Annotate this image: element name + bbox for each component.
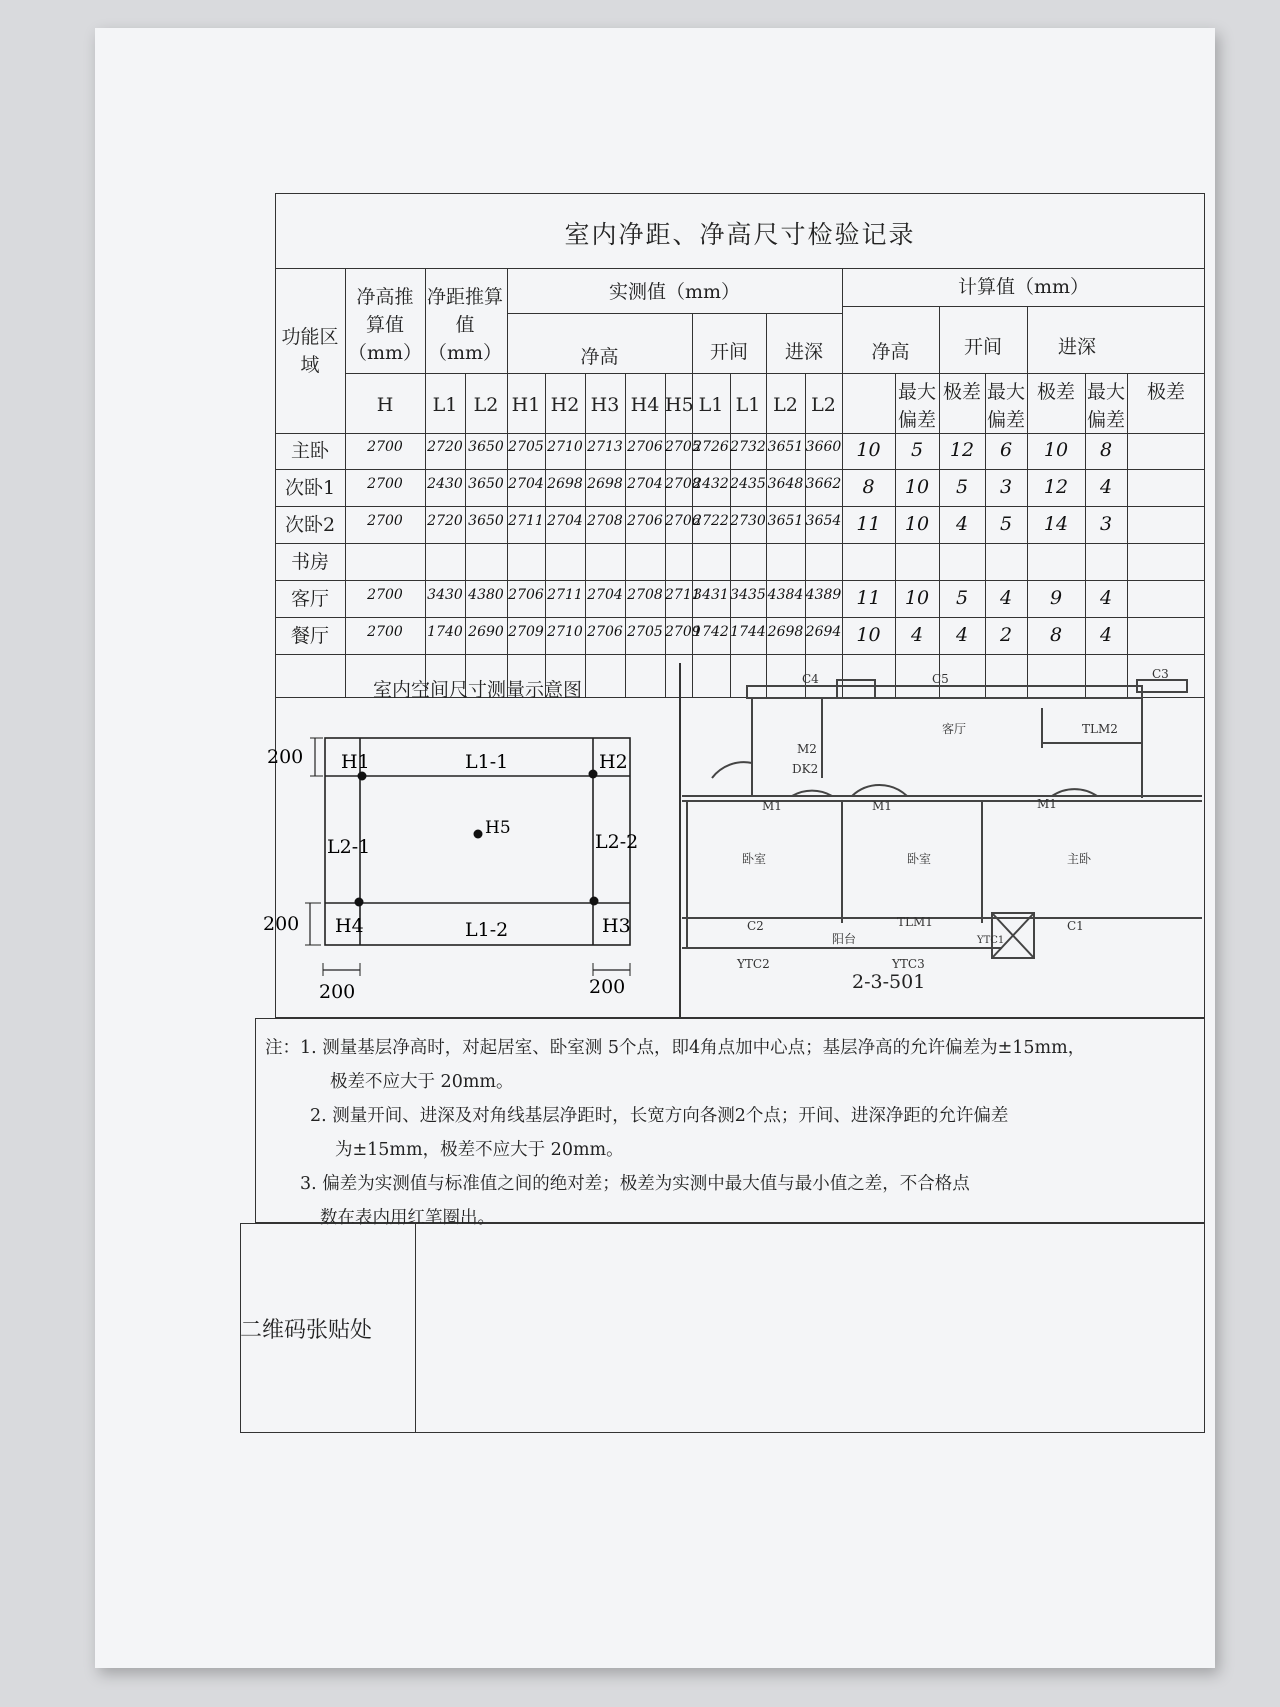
table-cell: 2704 [508, 476, 544, 492]
table-cell: 4 [910, 624, 924, 646]
table-cell: 3662 [805, 476, 842, 492]
computed-column-header: 极差 [1036, 381, 1075, 403]
table-cell: 2708 [587, 513, 623, 529]
dim-bottom: 200 [319, 981, 356, 1003]
table-cell: 2706 [587, 624, 623, 640]
plan-bedroom-2: 卧室 [907, 852, 932, 866]
plan-living: 客厅 [942, 722, 967, 736]
table-cell: 2698 [587, 476, 623, 492]
table-cell: 2 [999, 624, 1013, 646]
table-cell: 10 [904, 587, 930, 609]
table-cell: 4384 [767, 587, 804, 603]
dim-left: 200 [263, 913, 300, 935]
table-cell: 1744 [730, 624, 766, 640]
table-cell: 2710 [547, 624, 583, 640]
table-cell: 2706 [627, 513, 663, 529]
column-header: L1 [735, 394, 761, 416]
table-cell: 4 [1099, 476, 1113, 498]
computed-column-header: 极差 [942, 381, 981, 403]
table-cell: 2713 [587, 439, 623, 455]
table-cell: 2698 [547, 476, 583, 492]
table-cell: 2432 [693, 476, 729, 492]
table-cell: 2430 [427, 476, 463, 492]
header-area: 功能区域 [281, 326, 339, 376]
table-cell: 3651 [767, 439, 804, 455]
column-header: H [376, 394, 394, 416]
label-h3: H3 [602, 915, 631, 937]
row-area-label: 书房 [290, 551, 329, 573]
table-cell: 4 [1099, 587, 1113, 609]
header-net-height-calc: 净高推算值（mm） [348, 286, 423, 364]
computed-column-header: 最大偏差 [1086, 381, 1125, 431]
note-3a: 3. 偏差为实测值与标准值之间的绝对差；极差为实测中最大值与最小值之差，不合格点 [300, 1174, 970, 1194]
table-cell: 5 [999, 513, 1013, 535]
form-title: 室内净距、净高尺寸检验记录 [564, 220, 916, 249]
plan-code: 2-3-501 [852, 971, 926, 993]
table-cell: 2708 [627, 587, 663, 603]
row-area-label: 次卧2 [284, 514, 336, 536]
header-net-height: 净高 [580, 346, 619, 368]
column-header: L1 [698, 394, 724, 416]
plan-c4: C4 [802, 672, 819, 686]
column-header: H2 [550, 394, 580, 416]
header-computed: 计算值（mm） [957, 276, 1090, 298]
table-cell: 1742 [693, 624, 729, 640]
table-cell: 2698 [767, 624, 804, 640]
floor-plan [682, 667, 1202, 993]
table-cell: 8 [1099, 439, 1113, 461]
note-2b: 为±15mm，极差不应大于 20mm。 [335, 1140, 624, 1160]
table-cell: 10 [856, 624, 881, 646]
table-cell: 5 [910, 439, 924, 461]
note-2a: 2. 测量开间、进深及对角线基层净距时，长宽方向各测2个点；开间、进深净距的允许偏差 [310, 1106, 1009, 1126]
table-cell: 5 [955, 476, 969, 498]
plan-m1-c: M1 [1037, 797, 1057, 811]
plan-c1: C1 [1067, 919, 1084, 933]
column-header: L1 [432, 394, 458, 416]
table-cell: 2700 [367, 439, 403, 455]
plan-ytc3: YTC3 [892, 957, 925, 971]
table-cell: 2704 [547, 513, 583, 529]
diagram-title: 室内空间尺寸测量示意图 [372, 679, 582, 701]
header-computed-bay: 开间 [963, 336, 1002, 358]
table-cell: 2700 [367, 587, 403, 603]
table-cell: 4380 [468, 587, 504, 603]
column-header: H3 [590, 394, 620, 416]
table-cell: 10 [856, 439, 881, 461]
row-area-label: 次卧1 [284, 477, 336, 499]
table-cell: 2700 [367, 476, 403, 492]
table-cell: 10 [904, 513, 930, 535]
table-cell: 3435 [730, 587, 766, 603]
table-cell: 2711 [547, 587, 583, 603]
row-area-label: 客厅 [290, 588, 329, 610]
plan-master: 主卧 [1067, 852, 1092, 866]
column-header: H5 [665, 394, 694, 416]
table-cell: 3650 [468, 439, 504, 455]
header-measured: 实测值（mm） [608, 281, 741, 303]
table-cell: 2435 [730, 476, 766, 492]
plan-tlm1: TLM1 [897, 915, 933, 929]
label-h1: H1 [341, 751, 370, 773]
header-net-span-calc: 净距推算值（mm） [426, 286, 503, 364]
column-header: H1 [511, 394, 541, 416]
table-cell: 2722 [693, 513, 729, 529]
note-3b: 数在表内用红笔圈出。 [320, 1208, 495, 1228]
table-cell: 3650 [468, 513, 504, 529]
measurement-diagram [255, 708, 685, 1008]
row-area-label: 主卧 [290, 440, 329, 462]
label-l1-2: L1-2 [465, 919, 509, 941]
label-l2-2: L2-2 [595, 831, 639, 853]
plan-m2: M2 [797, 742, 817, 756]
table-cell: 3650 [468, 476, 504, 492]
table-cell: 2705 [665, 439, 701, 455]
table-cell: 2711 [508, 513, 544, 529]
label-l2-1: L2-1 [327, 836, 371, 858]
dim-top: 200 [267, 746, 304, 768]
table-cell: 1740 [427, 624, 463, 640]
table-cell: 3 [999, 476, 1013, 498]
table-cell: 3431 [693, 587, 729, 603]
table-cell: 8 [862, 476, 875, 498]
table-cell: 14 [1043, 513, 1069, 535]
plan-balcony: 阳台 [832, 932, 857, 946]
dim-right: 200 [589, 976, 626, 998]
table-cell: 4 [955, 624, 969, 646]
table-cell: 6 [999, 439, 1013, 461]
table-cell: 2700 [367, 513, 403, 529]
row-area-label: 餐厅 [290, 625, 329, 647]
table-cell: 10 [904, 476, 930, 498]
plan-c5: C5 [932, 672, 949, 686]
table-cell: 3648 [767, 476, 804, 492]
table-cell: 2709 [665, 624, 701, 640]
inspection-form [240, 193, 1205, 1533]
paper-sheet [95, 28, 1215, 1668]
header-depth: 进深 [784, 341, 823, 363]
plan-dk2: DK2 [792, 762, 819, 776]
table-cell: 2732 [730, 439, 766, 455]
table-cell: 4 [1099, 624, 1113, 646]
computed-column-header: 最大偏差 [897, 381, 936, 431]
table-cell: 12 [949, 439, 975, 461]
label-h5: H5 [485, 818, 511, 838]
table-cell: 4 [999, 587, 1013, 609]
table-cell: 2700 [367, 624, 403, 640]
note-1b: 极差不应大于 20mm。 [330, 1072, 514, 1092]
header-bay: 开间 [709, 341, 748, 363]
table-cell: 11 [856, 587, 881, 609]
table-cell: 2720 [427, 513, 463, 529]
qr-label: 二维码张贴处 [240, 1318, 373, 1343]
header-computed-depth: 进深 [1057, 336, 1096, 358]
note-1a: 注：1. 测量基层净高时，对起居室、卧室测 5个点，即4角点加中心点；基层净高的允许偏差为±15mm， [265, 1038, 1086, 1058]
table-cell: 2694 [805, 624, 842, 640]
plan-ytc2: YTC2 [737, 957, 770, 971]
column-header: L2 [773, 394, 798, 416]
header-computed-height: 净高 [871, 341, 910, 363]
table-cell: 11 [856, 513, 881, 535]
plan-c3: C3 [1152, 667, 1169, 681]
table-cell: 9 [1049, 587, 1063, 609]
plan-tlm2: TLM2 [1082, 722, 1118, 736]
table-cell: 3654 [805, 513, 842, 529]
table-cell: 2730 [730, 513, 766, 529]
table-cell: 2709 [508, 624, 544, 640]
column-header: L2 [473, 394, 499, 416]
table-cell: 2704 [587, 587, 623, 603]
table-cell: 12 [1043, 476, 1069, 498]
plan-bedroom-1: 卧室 [742, 852, 767, 866]
table-cell: 8 [1049, 624, 1063, 646]
table-cell: 2710 [547, 439, 583, 455]
table-cell: 5 [955, 587, 969, 609]
label-l1-1: L1-1 [465, 751, 509, 773]
plan-m1-b: M1 [872, 799, 892, 813]
table-cell: 2706 [508, 587, 544, 603]
table-cell: 2690 [468, 624, 504, 640]
table-cell: 2726 [693, 439, 729, 455]
table-cell: 2705 [508, 439, 544, 455]
table-cell: 4389 [805, 587, 842, 603]
table-cell: 2706 [627, 439, 663, 455]
column-header: H4 [630, 394, 660, 416]
label-h2: H2 [599, 751, 628, 773]
plan-ytc1: YTC1 [977, 935, 1005, 946]
table-cell: 3 [1099, 513, 1113, 535]
table-cell: 3660 [805, 439, 842, 455]
table-cell: 2720 [427, 439, 463, 455]
table-cell: 4 [955, 513, 969, 535]
computed-column-header: 最大偏差 [986, 381, 1025, 431]
table-cell: 2706 [665, 513, 701, 529]
table-cell: 10 [1043, 439, 1069, 461]
label-h4: H4 [335, 915, 364, 937]
plan-c2: C2 [747, 919, 764, 933]
table-cell: 2708 [665, 476, 701, 492]
computed-column-header: 极差 [1146, 381, 1185, 403]
table-cell: 2705 [627, 624, 663, 640]
table-cell: 3651 [767, 513, 804, 529]
column-header: L2 [811, 394, 836, 416]
table-cell: 2704 [627, 476, 663, 492]
table-cell: 3430 [427, 587, 463, 603]
plan-m1-a: M1 [762, 799, 782, 813]
table-cell: 2711 [665, 587, 701, 603]
qr-box [240, 1223, 1205, 1433]
